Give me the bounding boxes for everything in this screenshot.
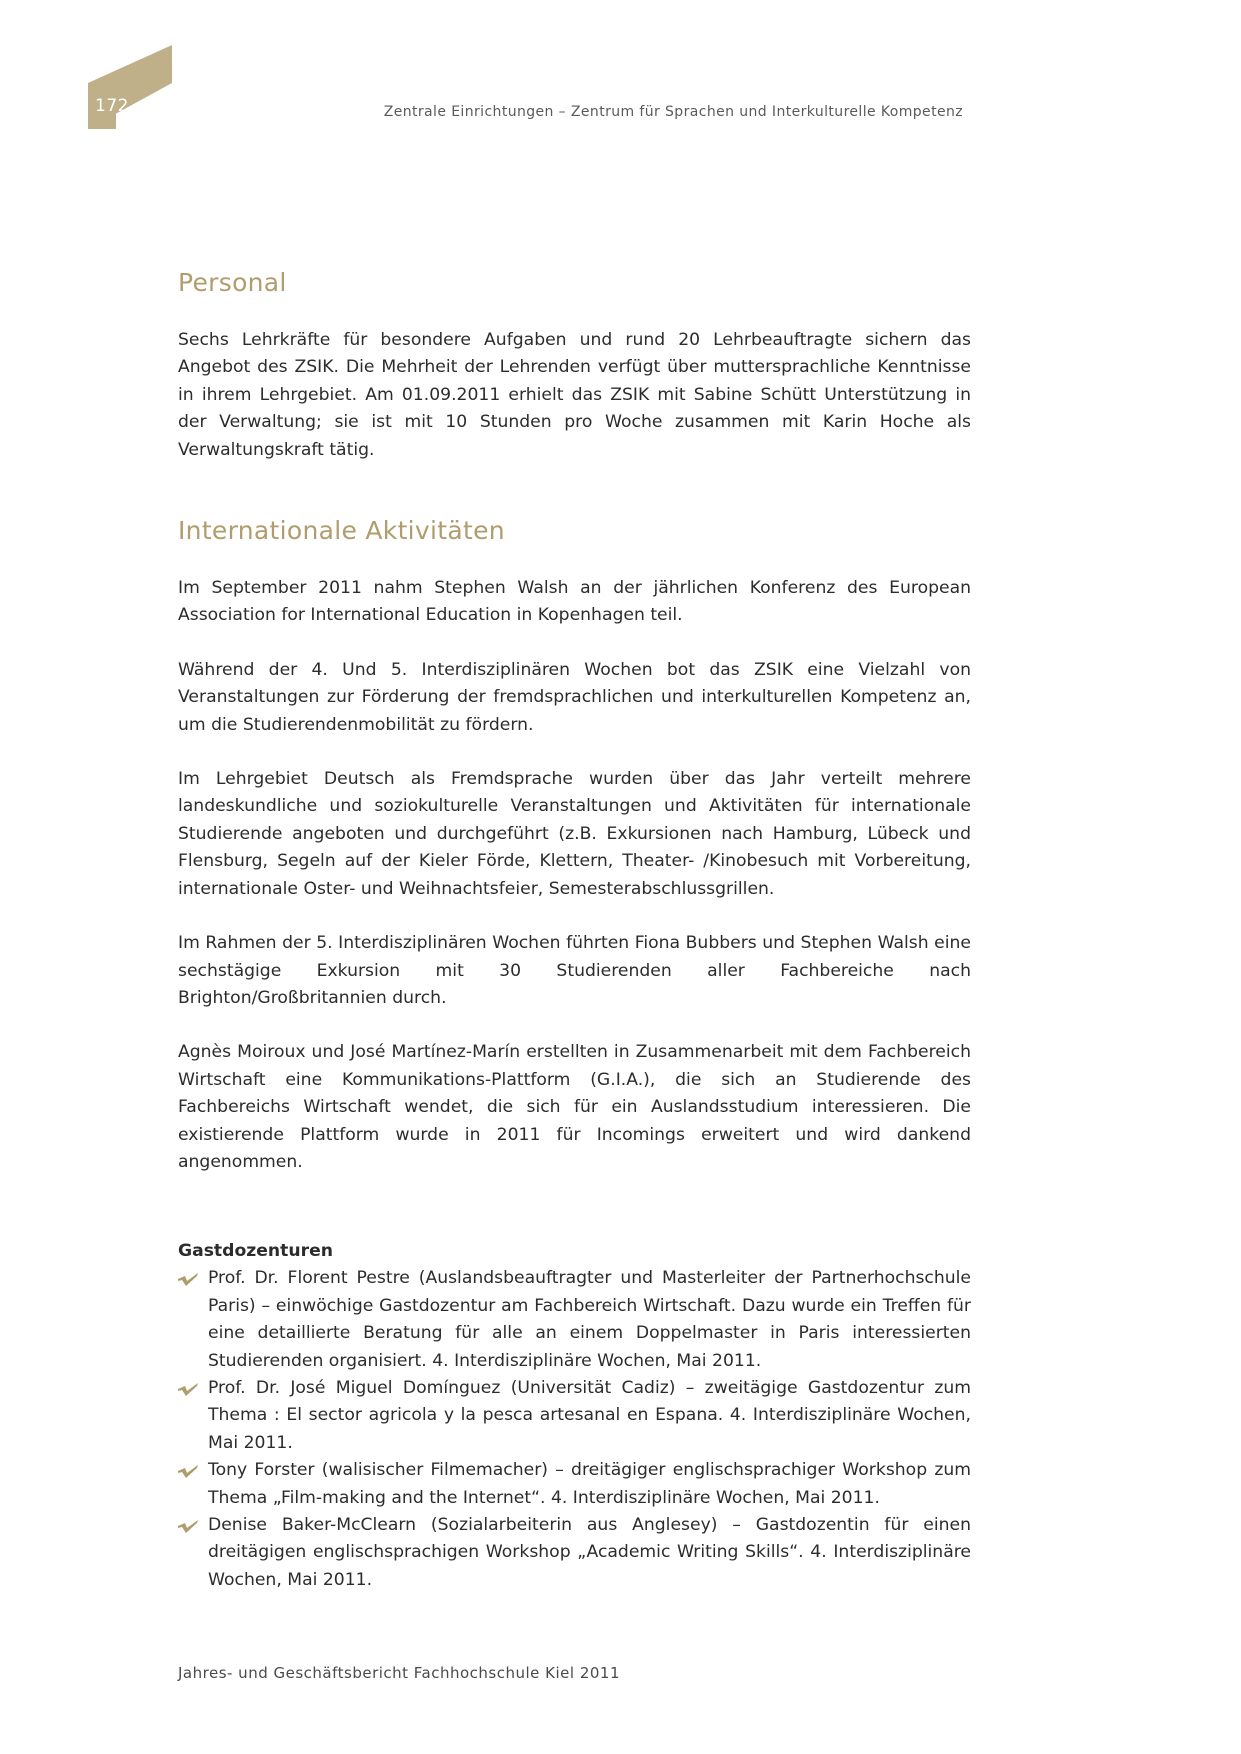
paragraph-personal: Sechs Lehrkräfte für besondere Aufgaben und rund 20 Lehrbeauftragte sichern das Angebot des ZSIK. Die Mehrheit der Lehrenden verfügt über muttersprachliche Kenntnisse in ihrem Lehrgebiet. Am 01.09.2011 erhielt das ZSIK mit Sabine Schütt Unterstützung in der Verwaltung; sie ist mit 10 Stunden pro Woche zusammen mit Karin Hoche als Verwaltungskraft tätig.	[178, 330, 971, 460]
checkmark-bullet-icon	[178, 1519, 198, 1533]
subheading-guest-lectures: Gastdozenturen	[178, 1241, 333, 1262]
list-item-text: Prof. Dr. José Miguel Domínguez (Universität Cadiz) – zweitägige Gastdozentur zum Thema : El sector agricola y la pesca artesanal en Espana. 4. Interdisziplinäre Wochen, Mai 2011.	[208, 1377, 971, 1453]
checkmark-bullet-icon	[178, 1464, 198, 1478]
guest-lecture-list	[178, 1265, 971, 1594]
paragraph: Im September 2011 nahm Stephen Walsh an der jährlichen Konferenz des European Association for International Education in Kopenhagen teil.	[178, 578, 971, 626]
paragraph: Im Rahmen der 5. Interdisziplinären Wochen führten Fiona Bubbers und Stephen Walsh eine sechstägige Exkursion mit 30 Studierenden aller Fachbereiche nach Brighton/Großbritannien durch.	[178, 933, 971, 1008]
list-item	[178, 1265, 971, 1375]
paragraph: Im Lehrgebiet Deutsch als Fremdsprache wurden über das Jahr verteilt mehrere landeskundliche und soziokulturelle Veranstaltungen und Aktivitäten für internationale Studierende angeboten und durchgeführt (z.B. Exkursionen nach Hamburg, Lübeck und Flensburg, Segeln auf der Kieler Förde, Klettern, Theater- /Kinobesuch mit Vorbereitung, internationale Oster- und Weihnachtsfeier, Semesterabschlussgrillen.	[178, 769, 971, 899]
paragraph: Agnès Moiroux und José Martínez-Marín erstellten in Zusammenarbeit mit dem Fachbereich Wirtschaft eine Kommunikations-Plattform (G.I.A.), die sich an Studierende des Fachbereichs Wirtschaft wendet, die sich für ein Auslandsstudium interessieren. Die existierende Plattform wurde in 2011 für Incomings erweitert und wird dankend angenommen.	[178, 1042, 971, 1172]
list-item-text: Denise Baker-McClearn (Sozialarbeiterin aus Anglesey) – Gastdozentin für einen dreitägigen englischsprachigen Workshop „Academic Writing Skills“. 4. Interdisziplinäre Wochen, Mai 2011.	[208, 1515, 971, 1590]
checkmark-bullet-icon	[178, 1382, 198, 1396]
list-item	[178, 1457, 971, 1512]
main-content	[178, 268, 971, 1594]
paragraph: Während der 4. Und 5. Interdisziplinären Wochen bot das ZSIK eine Vielzahl von Veranstaltungen zur Förderung der fremdsprachlichen und interkulturellen Kompetenz an, um die Studierendenmobilität zu fördern.	[178, 659, 971, 735]
footer-text: Jahres- und Geschäftsbericht Fachhochschule Kiel 2011	[178, 1664, 621, 1682]
list-item	[178, 1512, 971, 1594]
running-header: Zentrale Einrichtungen – Zentrum für Sprachen und Interkulturelle Kompetenz	[383, 104, 963, 120]
list-item-text: Prof. Dr. Florent Pestre (Auslandsbeauftragter und Masterleiter der Partnerhochschule Paris) – einwöchige Gastdozentur am Fachbereich Wirtschaft. Dazu wurde ein Treffen für eine detaillierte Beratung für alle an einem Doppelmaster in Paris interessierten Studierenden organisiert. 4. Interdisziplinäre Wochen, Mai 2011.	[208, 1268, 971, 1371]
section-heading-personal: Personal	[178, 268, 287, 297]
page-number: 172	[95, 96, 129, 116]
checkmark-bullet-icon	[178, 1272, 198, 1286]
list-item	[178, 1375, 971, 1457]
list-item-text: Tony Forster (walisischer Filmemacher) – dreitägiger englischsprachiger Workshop zum Thema „Film-making and the Internet“. 4. Interdisziplinäre Wochen, Mai 2011.	[208, 1460, 971, 1508]
section-heading-international: Internationale Aktivitäten	[178, 516, 505, 546]
page-tab-shape	[88, 45, 172, 129]
